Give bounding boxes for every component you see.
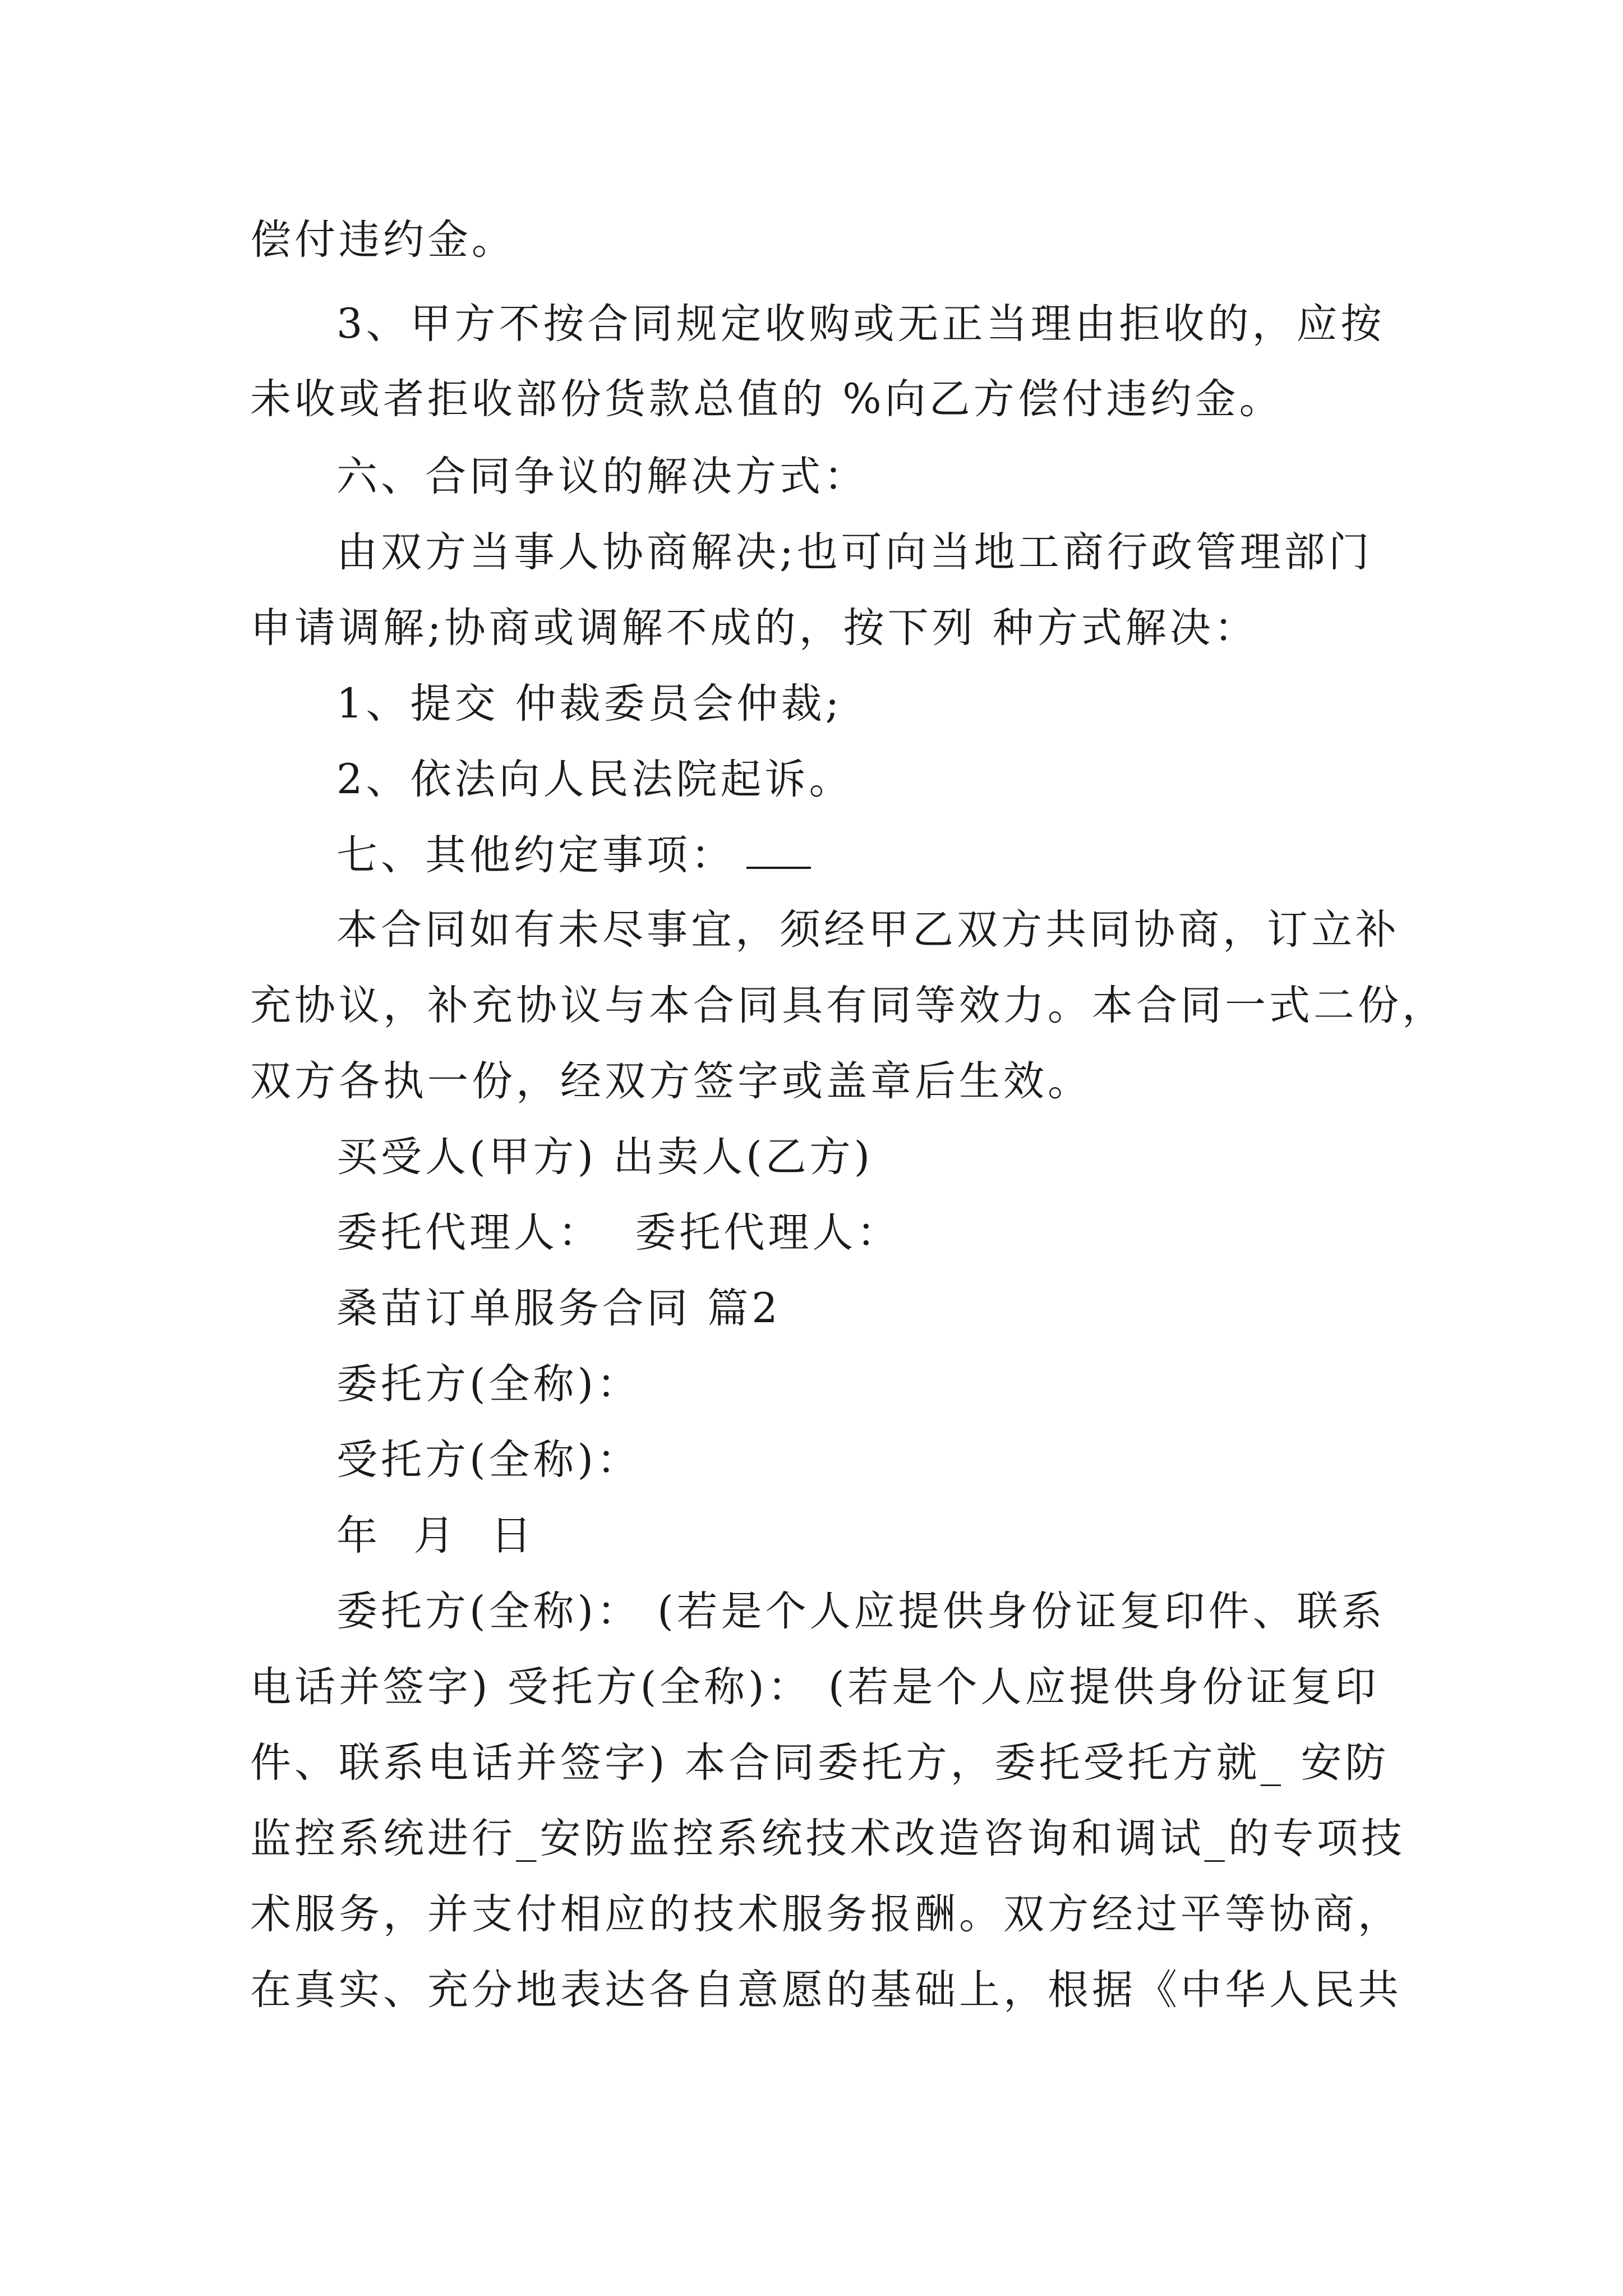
party-line: 委托方(全称)： bbox=[336, 1360, 641, 1408]
section-heading: 七、其他约定事项： bbox=[336, 831, 735, 879]
paragraph-line: 未收或者拒收部份货款总值的 %向乙方偿付违约金。 bbox=[250, 375, 1284, 423]
paragraph-line: 偿付违约金。 bbox=[250, 216, 516, 264]
paragraph-line: 3、甲方不按合同规定收购或无正当理由拒收的，应按 bbox=[336, 300, 1385, 348]
section-heading-row bbox=[0, 822, 1623, 889]
date-line: 年 月 日 bbox=[336, 1512, 535, 1559]
list-item: 1、提交 仲裁委员会仲裁; bbox=[336, 680, 843, 728]
paragraph-line: 术服务，并支付相应的技术服务报酬。双方经过平等协商， bbox=[250, 1890, 1402, 1938]
section-title: 桑苗订单服务合同 篇2 bbox=[336, 1285, 781, 1332]
paragraph-line: 监控系统进行_安防监控系统技术改造咨询和调试_的专项技 bbox=[250, 1815, 1405, 1862]
paragraph-line: 双方各执一份，经双方签字或盖章后生效。 bbox=[250, 1057, 1092, 1105]
paragraph-line: 充协议，补充协议与本合同具有同等效力。本合同一式二份， bbox=[250, 982, 1446, 1029]
fill-in-blank bbox=[746, 833, 811, 869]
paragraph-line: 由双方当事人协商解决;也可向当地工商行政管理部门 bbox=[336, 528, 1373, 576]
signature-line: 买受人(甲方) 出卖人(乙方) bbox=[336, 1133, 874, 1181]
section-heading: 六、合同争议的解决方式： bbox=[336, 453, 868, 500]
signature-line: 委托代理人： 委托代理人： bbox=[336, 1209, 901, 1257]
paragraph-line: 件、联系电话并签字) 本合同委托方，委托受托方就_ 安防 bbox=[250, 1739, 1390, 1787]
paragraph-line: 在真实、充分地表达各自意愿的基础上，根据《中华人民共 bbox=[250, 1966, 1402, 2014]
paragraph-line: 本合同如有未尽事宜，须经甲乙双方共同协商，订立补 bbox=[336, 906, 1400, 954]
paragraph-line: 电话并签字) 受托方(全称)： (若是个人应提供身份证复印 bbox=[250, 1663, 1380, 1711]
list-item: 2、依法向人民法院起诉。 bbox=[336, 756, 854, 803]
paragraph-line: 委托方(全称)： (若是个人应提供身份证复印件、联系 bbox=[336, 1588, 1386, 1635]
paragraph-line: 申请调解;协商或调解不成的，按下列 种方式解决： bbox=[250, 604, 1258, 652]
party-line: 受托方(全称)： bbox=[336, 1436, 641, 1484]
